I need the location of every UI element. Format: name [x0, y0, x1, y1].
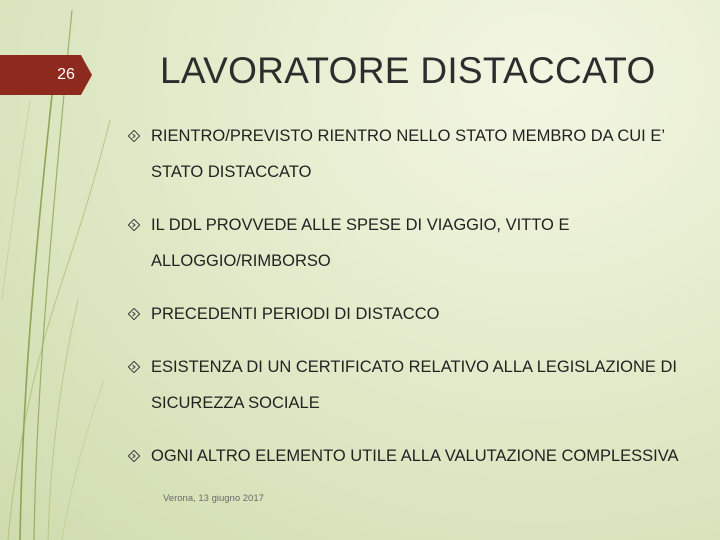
- bullet-text: IL DDL PROVVEDE ALLE SPESE DI VIAGGIO, VITTO E ALLOGGIO/RIMBORSO: [151, 216, 570, 270]
- bullet-item: [124, 118, 684, 190]
- diamond-arrow-icon: [128, 308, 140, 320]
- bullet-item: [124, 296, 684, 332]
- bullet-text: ESISTENZA DI UN CERTIFICATO RELATIVO ALLA LEGISLAZIONE DI SICUREZZA SOCIALE: [151, 358, 678, 412]
- bullet-list: [124, 118, 684, 491]
- bullet-item: [124, 349, 684, 421]
- bullet-text: PRECEDENTI PERIODI DI DISTACCO: [151, 305, 440, 323]
- footer-date: Verona, 13 giugno 2017: [163, 493, 264, 504]
- bullet-text: OGNI ALTRO ELEMENTO UTILE ALLA VALUTAZIONE COMPLESSIVA: [151, 447, 679, 465]
- bullet-text: RIENTRO/PREVISTO RIENTRO NELLO STATO MEMBRO DA CUI E’ STATO DISTACCATO: [151, 127, 665, 181]
- diamond-arrow-icon: [128, 219, 140, 231]
- slide-number: 26: [57, 66, 75, 83]
- bullet-item: [124, 438, 684, 474]
- bullet-item: [124, 207, 684, 279]
- slide-title: LAVORATORE DISTACCATO: [160, 50, 656, 91]
- diamond-arrow-icon: [128, 361, 140, 373]
- diamond-arrow-icon: [128, 130, 140, 142]
- diamond-arrow-icon: [128, 450, 140, 462]
